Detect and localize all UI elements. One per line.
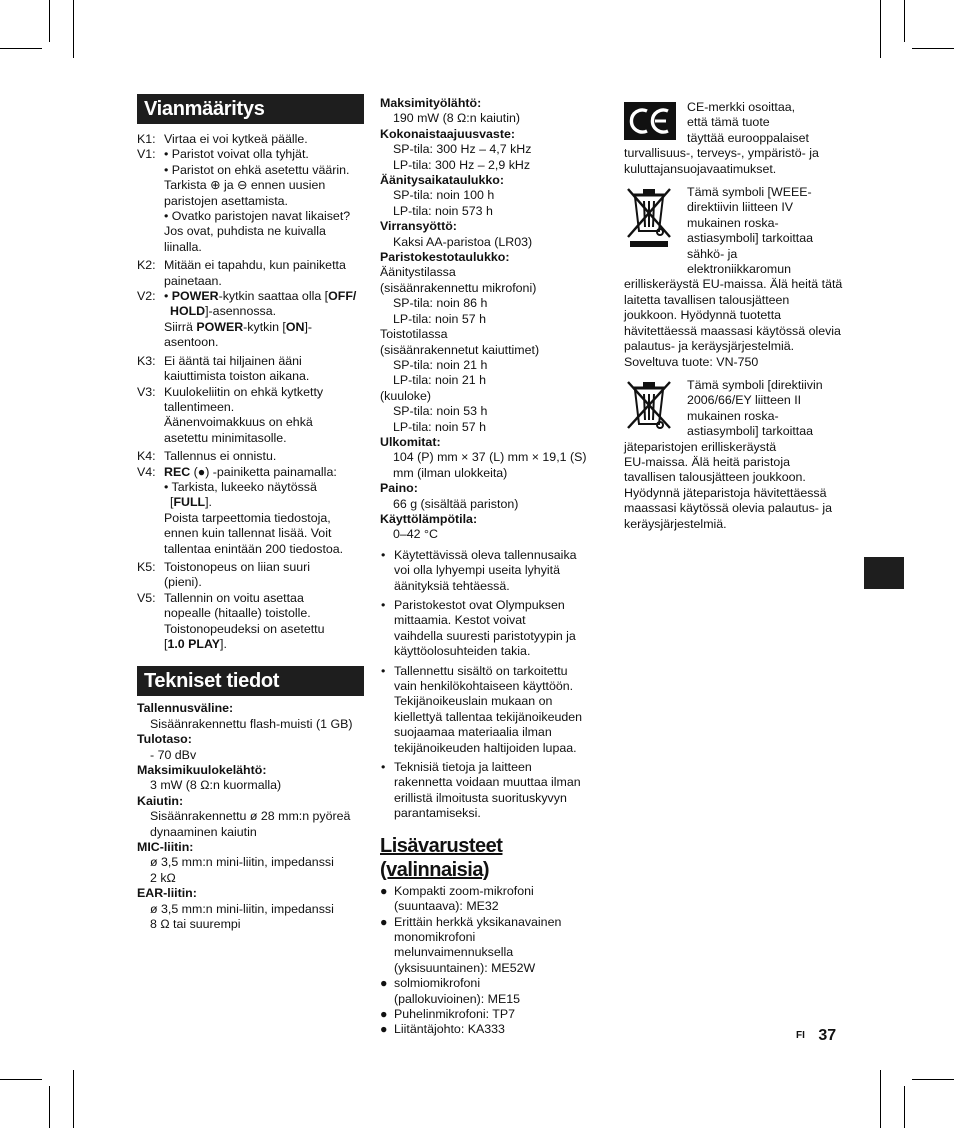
text-line: maassasi käytössä olevia palautus- ja (624, 501, 832, 516)
spec-heading: MIC-liitin: (137, 840, 194, 855)
bullet-icon: ● (380, 883, 388, 898)
spec-value: LP-tila: noin 57 h (393, 311, 486, 326)
bullet-dot: • (381, 760, 386, 775)
page-footer (796, 1028, 836, 1043)
note-text (394, 598, 610, 660)
text-line: tallentaa enintään 200 tiedostoa. (164, 541, 344, 556)
text-line: Käytettävissä oleva tallennusaika (394, 547, 577, 562)
question-item (137, 258, 364, 289)
weee-block (624, 185, 852, 370)
spec-value: Kaksi AA-paristoa (LR03) (393, 234, 533, 249)
text-line: Äänenvoimakkuus on ehkä (164, 415, 313, 430)
spec-heading: Käyttölämpötila: (380, 511, 478, 526)
bullet-icon: ● (380, 914, 388, 929)
note-text (394, 664, 610, 756)
spec-value: ø 3,5 mm:n mini-liitin, impedanssi (150, 855, 334, 870)
accessory-item (380, 915, 610, 977)
text-line: kuluttajansuojavaatimukset. (624, 161, 777, 176)
accessory-text (394, 1022, 610, 1037)
item-text (164, 147, 364, 255)
text-line: direktiivin liitteen IV (687, 200, 794, 215)
item-key: V4: (137, 464, 156, 479)
accessory-text (394, 976, 610, 1007)
note-item (380, 664, 610, 756)
text-line: liinalla. (164, 239, 202, 254)
crossed-bin-icon (624, 380, 674, 434)
spec-value: SP-tila: noin 86 h (393, 296, 488, 311)
column-middle (380, 96, 610, 1038)
item-text (164, 449, 364, 464)
text-line: Virtaa ei voi kytkeä päälle. (164, 132, 308, 146)
item-key: K2: (137, 258, 156, 273)
spec-value: SP-tila: 300 Hz – 4,7 kHz (393, 142, 532, 157)
spec-heading: Maksimityölähtö: (380, 96, 482, 110)
text-line: [1.0 PLAY]. (164, 637, 227, 651)
column-left (137, 94, 364, 933)
specs-list-left (137, 701, 364, 932)
text-line: Toistonopeus on liian suuri (164, 559, 311, 574)
text-line: • Tarkista, lukeeko näytössä (164, 479, 317, 494)
text-line: vaihdella suuresti paristotyypin ja (394, 628, 576, 643)
text-line: Siirrä POWER-kytkin [ON]- (164, 319, 313, 334)
text-line: • Paristot on ehkä asetettu väärin. (164, 162, 350, 177)
text-line: Paristokestot ovat Olympuksen (394, 598, 565, 612)
text-line: painetaan. (164, 273, 222, 288)
spec-sublabel: Toistotilassa (380, 327, 448, 342)
text-line: solmiomikrofoni (394, 976, 481, 991)
item-key: K1: (137, 132, 156, 146)
text-line: parantamiseksi. (394, 806, 481, 821)
crop-mark (880, 0, 881, 58)
item-text (164, 385, 364, 447)
text-line: Tämä symboli [direktiivin (687, 377, 823, 392)
spec-heading: Paristokestotaulukko: (380, 250, 510, 265)
text-line: melunvaimennuksella (394, 945, 514, 960)
note-item (380, 548, 610, 594)
text-line: voi olla lyhyempi useita lyhyitä (394, 563, 560, 578)
spec-value: 190 mW (8 Ω:n kaiutin) (393, 111, 521, 126)
crop-mark (904, 1086, 905, 1128)
accessory-text (394, 915, 610, 977)
text-line: Tekijänoikeuslain mukaan on (394, 694, 553, 709)
spec-value: 0–42 °C (393, 527, 438, 542)
text-line: että tämä tuote (687, 115, 770, 130)
question-item (137, 449, 364, 464)
accessory-item (380, 1007, 610, 1022)
text-line: Teknisiä tietoja ja laitteen (394, 760, 532, 775)
text-line: asentoon. (164, 335, 219, 350)
text-line: tavallisen talousjätteen joukkoon. (624, 470, 806, 485)
answer-item (137, 385, 364, 447)
section-tab-marker (864, 557, 904, 589)
accessory-text (394, 884, 610, 915)
text-line: turvallisuus-, terveys-, ympäristö- ja (624, 146, 819, 161)
text-line: Liitäntäjohto: KA333 (394, 1022, 505, 1037)
spec-value: LP-tila: 300 Hz – 2,9 kHz (393, 157, 531, 172)
item-key: V5: (137, 590, 156, 605)
spec-heading: Virransyöttö: (380, 219, 457, 234)
spec-value: 8 Ω tai suurempi (150, 917, 241, 932)
text-line: monomikrofoni (394, 929, 476, 944)
item-key: V1: (137, 147, 156, 162)
battery-symbol-block (624, 378, 852, 532)
text-line: Poista tarpeettomia tiedostoja, (164, 510, 331, 525)
note-item (380, 598, 610, 660)
text-line: Erittäin herkkä yksikanavainen (394, 914, 562, 929)
spec-value: Sisäänrakennettu ø 28 mm:n pyöreä (150, 809, 351, 824)
item-text (164, 465, 364, 557)
text-line: Tämä symboli [WEEE- (687, 185, 812, 200)
text-line: mukainen roska- (687, 215, 779, 230)
spec-heading: Ulkomitat: (380, 434, 441, 449)
note-text (394, 548, 610, 594)
crop-mark (880, 1070, 881, 1128)
item-text (164, 132, 364, 147)
spec-value: 104 (P) mm × 37 (L) mm × 19,1 (S) (393, 450, 587, 465)
crop-mark (49, 0, 50, 42)
question-item (137, 560, 364, 591)
text-line: • POWER-kytkin saattaa olla [OFF/ (164, 289, 357, 304)
text-line: joukkoon. Hyödynnä tuotetta (624, 308, 782, 323)
spec-sublabel: (kuuloke) (380, 388, 431, 403)
crop-mark (73, 0, 74, 58)
spec-heading: Maksimikuulokelähtö: (137, 763, 267, 778)
text-line: jäteparistojen erilliskeräystä (624, 439, 777, 454)
answer-item (137, 147, 364, 255)
bullet-dot: • (381, 663, 386, 678)
spec-value: LP-tila: noin 57 h (393, 419, 486, 434)
text-line: elektroniikkaromun (687, 262, 791, 277)
accessories-title: Lisävarusteet (valinnaisia) (380, 834, 503, 881)
item-text (164, 591, 364, 653)
text-line: Tallennin on voitu asettaa (164, 590, 304, 605)
text-line: laitetta tavallisen talousjätteen (624, 292, 790, 307)
item-key: V3: (137, 384, 156, 399)
spec-value: SP-tila: noin 100 h (393, 188, 495, 203)
item-key: V2: (137, 289, 156, 304)
text-line: erillistä ilmoitusta suorituskyvyn (394, 790, 567, 805)
troubleshooting-list (137, 132, 364, 652)
text-line: [FULL]. (170, 495, 212, 510)
text-line: Soveltuva tuote: VN-750 (624, 354, 759, 369)
text-line: Tarkista ⊕ ja ⊖ ennen uusien (164, 178, 326, 193)
text-line: Toistonopeudeksi on asetettu (164, 621, 325, 636)
text-line: Kompakti zoom-mikrofoni (394, 883, 534, 898)
text-line: (yksisuuntainen): ME52W (394, 960, 536, 975)
accessory-item (380, 884, 610, 915)
text-line: Ei ääntä tai hiljainen ääni (164, 353, 302, 368)
item-text (164, 560, 364, 591)
text-line: Tallennus ei onnistu. (164, 449, 277, 464)
text-line: keräysjärjestelmiä. (624, 516, 727, 531)
answer-item (137, 591, 364, 653)
spec-value: 2 kΩ (150, 870, 176, 885)
spec-heading: EAR-liitin: (137, 886, 197, 901)
spec-value: mm (ilman ulokkeita) (393, 465, 508, 480)
spec-value: SP-tila: noin 53 h (393, 404, 488, 419)
text-line: asetettu minimitasolle. (164, 430, 287, 445)
item-text (164, 354, 364, 385)
specs-list-right (380, 96, 610, 543)
text-line: sähkö- ja (687, 246, 738, 261)
text-line: tekijänoikeuden haltijoiden lupaa. (394, 740, 577, 755)
text-line: REC (●) -painiketta painamalla: (164, 464, 337, 479)
ce-mark-icon (624, 102, 676, 144)
item-key: K5: (137, 559, 156, 574)
text-line: (suuntaava): ME32 (394, 899, 499, 914)
text-line: nopealle (hitaalle) toistolle. (164, 606, 311, 621)
spec-sublabel: (sisäänrakennetut kaiuttimet) (380, 342, 540, 357)
note-item (380, 760, 610, 822)
spec-value: ø 3,5 mm:n mini-liitin, impedanssi (150, 901, 334, 916)
text-line: paristojen asettamista. (164, 193, 288, 208)
column-right (624, 100, 852, 532)
spec-value: LP-tila: noin 573 h (393, 203, 493, 218)
ce-block (624, 100, 852, 177)
text-line: (pallokuvioinen): ME15 (394, 991, 521, 1006)
spec-value: 66 g (sisältää pariston) (393, 496, 519, 511)
text-line: tallentimeen. (164, 399, 235, 414)
spec-heading: Kaiutin: (137, 793, 184, 808)
text-line: (pieni). (164, 575, 202, 590)
bullet-icon: ● (380, 1006, 388, 1021)
text-line: Puhelinmikrofoni: TP7 (394, 1006, 515, 1021)
crop-mark (49, 1086, 50, 1128)
text-line: 2006/66/EY liitteen II (687, 393, 802, 408)
bullet-icon: ● (380, 976, 388, 991)
text-line: HOLD]-asennossa. (170, 304, 277, 319)
spec-heading: Paino: (380, 481, 418, 496)
text-line: mittaamia. Kestot voivat (394, 613, 526, 628)
spec-heading: Tallennusväline: (137, 701, 234, 716)
spec-value: Sisäänrakennettu flash-muisti (1 GB) (150, 716, 353, 731)
text-line: mukainen roska- (687, 408, 779, 423)
text-line: erilliskeräystä EU-maissa. Älä heitä tätä (624, 277, 843, 292)
spec-heading: Kokonaistaajuusvaste: (380, 126, 515, 141)
text-line: astiasymboli] tarkoittaa (687, 424, 814, 439)
text-line: äänityksiä tehtäessä. (394, 578, 510, 593)
text-line: Tallennettu sisältö on tarkoitettu (394, 663, 568, 678)
spec-value: SP-tila: noin 21 h (393, 357, 488, 372)
spec-sublabel: (sisäänrakennettu mikrofoni) (380, 280, 537, 295)
text-line: Kuulokeliitin on ehkä kytketty (164, 384, 324, 399)
answer-item (137, 465, 364, 557)
language-label: FI (796, 1030, 805, 1042)
text-line: palautus- ja keräysjärjestelmiä. (624, 339, 795, 354)
text-line: EU-maissa. Älä heitä paristoja (624, 454, 790, 469)
spec-value: - 70 dBv (150, 747, 197, 762)
text-line: astiasymboli] tarkoittaa (687, 231, 814, 246)
question-item (137, 354, 364, 385)
item-text (164, 289, 364, 351)
text-line: ennen kuin tallennat lisää. Voit (164, 526, 332, 541)
text-line: rakennetta voidaan muuttaa ilman (394, 775, 581, 790)
item-text (164, 258, 364, 289)
note-text (394, 760, 610, 822)
accessory-item (380, 1022, 610, 1037)
accessory-text (394, 1007, 610, 1022)
spec-heading: Tulotaso: (137, 732, 192, 747)
text-line: kiellettyä tallentaa tekijänoikeuden (394, 709, 583, 724)
text-line: käyttöolosuhteiden takia. (394, 644, 531, 659)
text-line: vain henkilökohtaiseen käyttöön. (394, 679, 574, 694)
answer-item (137, 289, 364, 351)
crop-mark (0, 1079, 42, 1080)
bullet-icon: ● (380, 1022, 388, 1037)
crop-mark (912, 1079, 954, 1080)
crop-mark (73, 1070, 74, 1128)
page-number: 37 (818, 1027, 837, 1045)
question-item (137, 132, 364, 147)
text-line: Jos ovat, puhdista ne kuivalla (164, 224, 326, 239)
text-line: kaiuttimista toiston aikana. (164, 369, 310, 384)
spec-value: LP-tila: noin 21 h (393, 373, 486, 388)
crop-mark (912, 48, 954, 49)
accessories-list (380, 884, 610, 1038)
spec-value: 3 mW (8 Ω:n kuormalla) (150, 778, 282, 793)
text-line: Hyödynnä jäteparistoja hävitettäessä (624, 485, 827, 500)
text-line: Mitään ei tapahdu, kun painiketta (164, 258, 346, 273)
crossed-bin-icon (624, 187, 674, 253)
bullet-dot: • (381, 547, 386, 562)
text-line: suojaamaa materiaalia ilman (394, 725, 552, 740)
crop-mark (904, 0, 905, 42)
spec-value: dynaaminen kaiutin (150, 824, 257, 839)
text-line: hävitettäessä maassasi käytössä olevia (624, 323, 841, 338)
text-line: • Ovatko paristojen navat likaiset? (164, 209, 351, 224)
spec-notes (380, 548, 610, 822)
accessory-item (380, 976, 610, 1007)
troubleshooting-title: Vianmääritys (137, 94, 364, 124)
item-key: K4: (137, 449, 156, 464)
bullet-dot: • (381, 598, 386, 612)
spec-heading: Äänitysaikataulukko: (380, 173, 504, 188)
item-key: K3: (137, 353, 156, 368)
text-line: täyttää eurooppalaiset (687, 130, 809, 145)
spec-sublabel: Äänitystilassa (380, 265, 456, 280)
specs-title: Tekniset tiedot (137, 666, 364, 696)
crop-mark (0, 48, 42, 49)
text-line: CE-merkki osoittaa, (687, 100, 796, 114)
text-line: • Paristot voivat olla tyhjät. (164, 147, 309, 162)
